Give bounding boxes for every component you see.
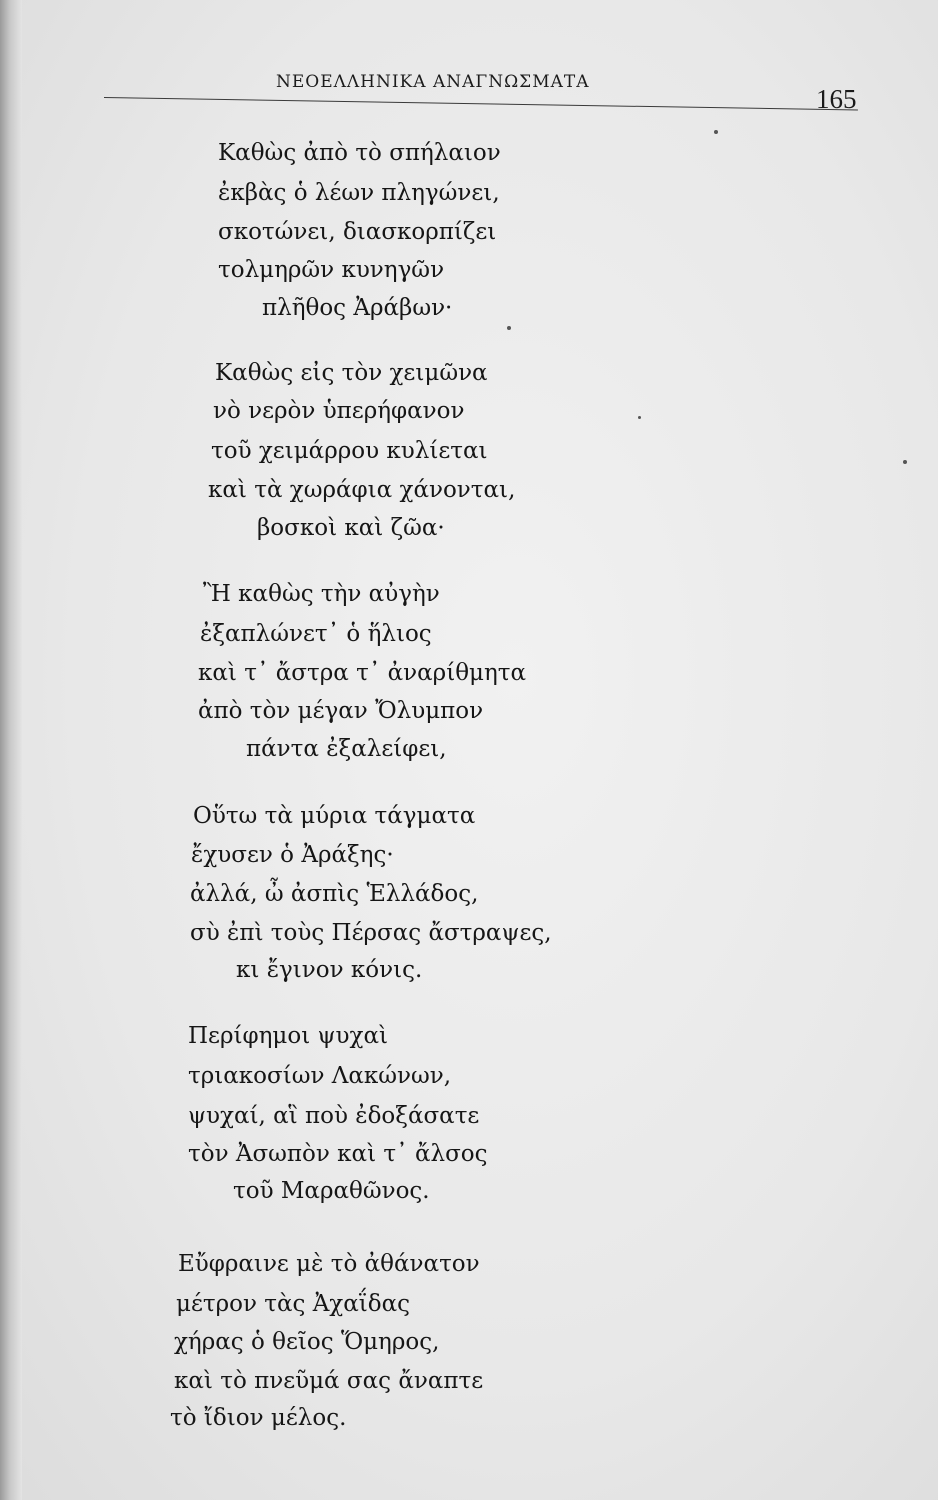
poem-line: καὶ τὸ πνεῦμά σας ἄναπτε bbox=[174, 1368, 484, 1394]
poem-line: πλῆθος Ἀράβων· bbox=[262, 295, 453, 321]
poem-line: ἀπὸ τὸν μέγαν Ὄλυμπον bbox=[198, 698, 484, 724]
paper-speck bbox=[714, 130, 718, 134]
poem-line: κι ἔγινον κόνις. bbox=[236, 957, 423, 983]
poem-line: ἐκβὰς ὁ λέων πληγώνει, bbox=[218, 180, 500, 206]
poem-line: τοῦ χειμάρρου κυλίεται bbox=[211, 438, 488, 464]
poem-line: Καθὼς ἀπὸ τὸ σπήλαιον bbox=[218, 140, 501, 166]
poem-line: βοσκοὶ καὶ ζῶα· bbox=[257, 515, 445, 541]
poem-line: μέτρον τὰς Ἀχαΐδας bbox=[176, 1291, 411, 1317]
poem-line: πάντα ἐξαλείφει, bbox=[246, 736, 447, 762]
poem-line: χήρας ὁ θεῖος Ὅμηρος, bbox=[174, 1329, 440, 1355]
poem-line: Περίφημοι ψυχαὶ bbox=[188, 1023, 389, 1049]
poem-line: τριακοσίων Λακώνων, bbox=[188, 1063, 452, 1089]
poem-line: σκοτώνει, διασκορπίζει bbox=[218, 219, 497, 245]
poem-line: σὺ ἐπὶ τοὺς Πέρσας ἄστραψες, bbox=[190, 920, 552, 946]
poem-line: τοῦ Μαραθῶνος. bbox=[233, 1178, 430, 1204]
poem-line: Ἢ καθὼς τὴν αὐγὴν bbox=[203, 581, 440, 607]
poem-line: καὶ τὰ χωράφια χάνονται, bbox=[208, 477, 516, 503]
page-number: 165 bbox=[816, 84, 857, 114]
poem-line: τολμηρῶν κυνηγῶν bbox=[218, 257, 445, 283]
poem-line: ψυχαί, αἳ ποὺ ἐδοξάσατε bbox=[188, 1103, 480, 1129]
poem-line: τὸν Ἀσωπὸν καὶ τ᾽ ἄλσος bbox=[188, 1141, 488, 1167]
poem-line: ἐξαπλώνετ᾽ ὁ ἥλιος bbox=[200, 621, 432, 647]
paper-speck bbox=[903, 460, 907, 464]
poem-line: νὸ νερὸν ὑπερήφανον bbox=[213, 398, 465, 424]
poem-line: Καθὼς εἰς τὸν χειμῶνα bbox=[215, 360, 488, 386]
poem-line: ἀλλά, ὦ ἀσπὶς Ἑλλάδος, bbox=[190, 881, 479, 907]
poem-line: Εὔφραινε μὲ τὸ ἀθάνατον bbox=[178, 1251, 480, 1277]
poem-line: ἔχυσεν ὁ Ἀράξης· bbox=[191, 842, 394, 868]
poem-line: τὸ ἴδιον μέλος. bbox=[170, 1405, 347, 1431]
paper-speck bbox=[638, 416, 641, 419]
paper-speck bbox=[507, 326, 511, 330]
poem-line: Οὕτω τὰ μύρια τάγματα bbox=[193, 803, 476, 829]
poem-line: καὶ τ᾽ ἄστρα τ᾽ ἀναρίθμητα bbox=[198, 660, 527, 686]
running-header-title: ΝΕΟΕΛΛΗΝΙΚΑ ΑΝΑΓΝΩΣΜΑΤΑ bbox=[276, 72, 590, 92]
